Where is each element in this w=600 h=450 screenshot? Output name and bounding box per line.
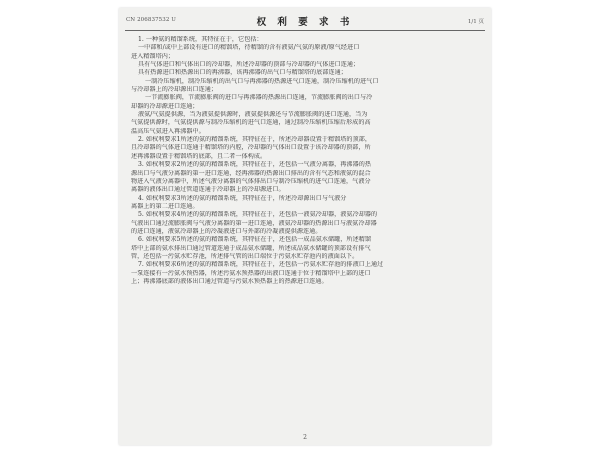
page-count: 1/1 页 — [467, 19, 484, 25]
patent-claims-page — [119, 8, 491, 445]
text-line: 源出口与气液分离器的第一进口连通，经再沸器的热源出口排出的含有气态和液氨的混合 — [131, 169, 371, 177]
text-line: 具有热源进口和热源出口的再沸器，该再沸器的出气口与精馏塔的底部连通； — [138, 69, 347, 77]
text-line: 述再沸器设置于精馏塔的底部，且二者一体构成。 — [131, 152, 267, 160]
text-line: 物进入气液分离器中，所述气液分离器的气体排出口与制冷压缩机的进气口连通，气液分 — [131, 177, 371, 185]
page-header — [119, 14, 491, 30]
text-line: 液氨/气氨提供源，当为液氨提供源时，液氨提供源还与节流膨胀阀的进口连通，当为 — [138, 111, 368, 119]
text-line: 且冷却器的气体进口连通于精馏塔的内腔，冷却器的气体出口设置于该冷却器的顶部，所 — [131, 144, 371, 152]
text-line: 进入精馏塔内； — [131, 52, 175, 60]
text-line: 的进口连通，液氨冷却器上的冷凝液进口与外部的冷凝液提供源连通。 — [131, 227, 322, 235]
text-line: 气液出口通过流膨胀阀与气液分离器的第一进口连通，液氨冷却器的热源出口与液氨冷却器 — [131, 219, 377, 227]
page-number: 2 — [303, 434, 307, 441]
text-line: 上；再沸器底部的液体出口通过管道与污氨水预热器上的热源进口连通。 — [131, 277, 328, 285]
text-line: 1. 一种氨的精馏系统，其特征在于，它包括： — [138, 36, 263, 43]
text-line: 却器的冷却源进口连通； — [131, 102, 199, 110]
document-title: 权 利 要 求 书 — [256, 17, 354, 28]
text-line: 离器上的第二进口连通。 — [131, 202, 199, 210]
text-line: 2. 如权利要求1所述的氨的精馏系统，其特征在于，所述冷却器设置于精馏塔的顶部， — [138, 136, 372, 144]
text-line: 一泵连接有一污氨水预热器，所述污氨水预热器的出液口连通于位于精馏塔中上部的进口 — [131, 269, 371, 277]
text-line: 具有气体进口和气体出口的冷却器，所述冷却器的顶部与冷却器的气体进口连通； — [138, 61, 360, 69]
text-line: 3. 如权利要求2所述的氨的精馏系统，其特征在于，还包括一气液分离器，再沸器的热 — [138, 161, 372, 169]
text-line: 一制冷压缩机，制冷压缩机的出气口与再沸器的热源进气口连通，制冷压缩机的进气口 — [145, 77, 379, 85]
text-line: 7. 如权利要求6所述的氨的精馏系统，其特征在于，还包括一污氨水贮存池的排液口上通过 — [138, 261, 384, 269]
text-line: 一中部和/或中上部设有进口的精馏塔，待精馏的含有液氨/气氨的原液/原气经进口 — [138, 44, 360, 52]
text-line: 5. 如权利要求4所述的氨的精馏系统，其特征在于，还包括一液氨冷却器，液氨冷却器的 — [138, 211, 378, 219]
text-line: 塔中上部的氨水排出口通过管道连通于成品氨水储罐，所述成品氨水储罐的顶部设有排气 — [131, 244, 371, 252]
publication-number: CN 206837532 U — [126, 17, 177, 23]
text-line: 管，还包括一污氨水贮存池，所述排气管的出口端位于污氨水贮存池内的液面以下。 — [131, 252, 359, 260]
text-line: 4. 如权利要求3所述的氨的精馏系统，其特征在于，所述冷却源出口与气液分 — [138, 194, 347, 202]
text-line: 6. 如权利要求5所述的氨的精馏系统，其特征在于，还包括一成品氨水储罐，所述精馏 — [138, 236, 372, 244]
text-line: 离器的液体出口通过管道连通于冷却器上的冷却源进口。 — [131, 186, 285, 194]
header-divider — [125, 30, 485, 31]
text-line: 气氨提供源时，气氨提供源与制冷压缩机的进气口连通，通过制冷压缩机压缩后形成的高 — [131, 119, 371, 127]
text-line: 与冷却器上的冷却源出口连通； — [131, 86, 218, 94]
text-line: 一节流膨胀阀，节流膨胀阀的进口与再沸器的热源出口连通，节流膨胀阀的出口与冷 — [145, 94, 373, 102]
claims-text — [131, 36, 479, 286]
text-line: 温高压气氨进入再沸器中。 — [131, 127, 205, 135]
